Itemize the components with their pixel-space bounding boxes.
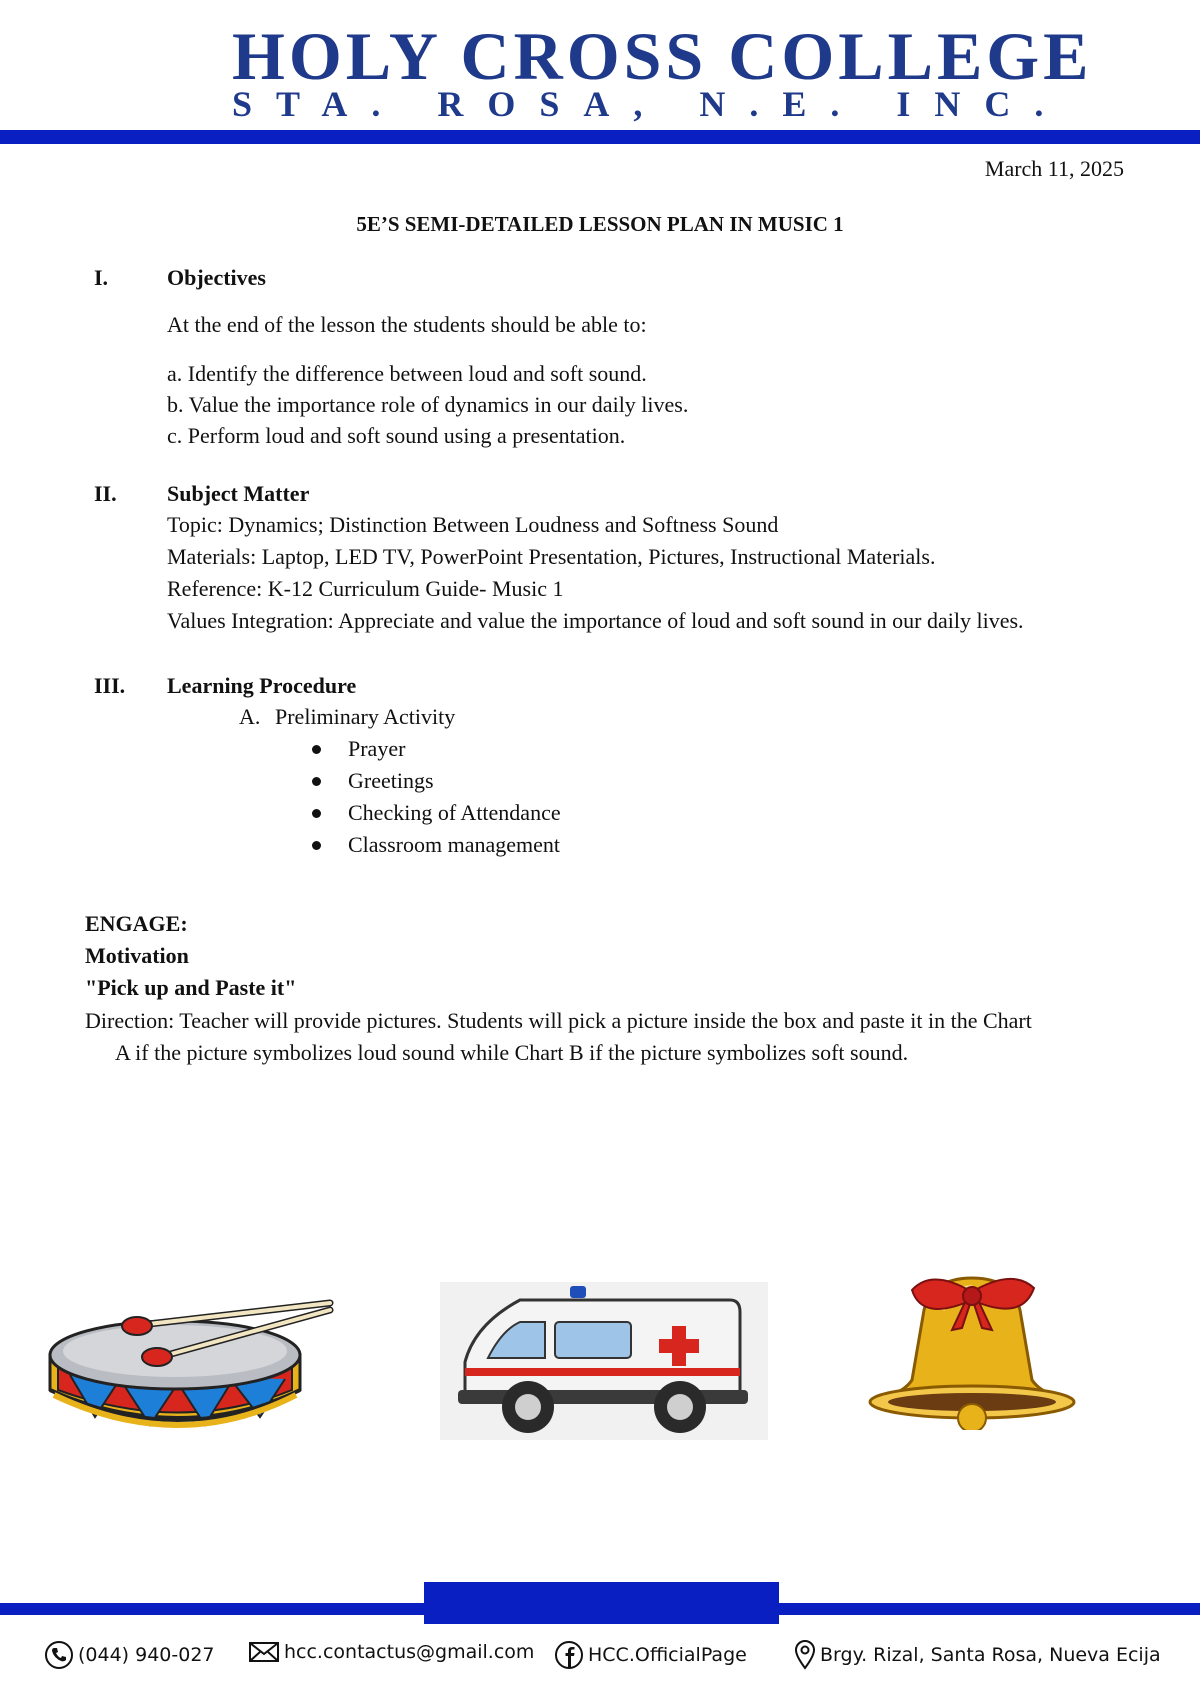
- preliminary-list: [312, 733, 561, 861]
- bell-icon: [862, 1270, 1084, 1430]
- list-item: Classroom management: [312, 829, 561, 861]
- subject-reference: Reference: K-12 Curriculum Guide- Music 1: [167, 576, 564, 601]
- footer-address: [794, 1640, 1161, 1670]
- address-text: Brgy. Rizal, Santa Rosa, Nueva Ecija: [820, 1644, 1161, 1666]
- footer-phone: [44, 1640, 215, 1670]
- subject-matter-list: [167, 509, 1024, 637]
- footer-facebook: [554, 1640, 747, 1670]
- college-subtitle: STA. ROSA, N.E. INC.: [232, 84, 1068, 124]
- header-rule: [0, 130, 1200, 144]
- subject-topic: Topic: Dynamics; Distinction Between Loudness and Softness Sound: [167, 512, 779, 537]
- objective-item: a. Identify the difference between loud and soft sound.: [167, 361, 647, 386]
- facebook-page: HCC.OfficialPage: [588, 1644, 747, 1666]
- objectives-number: I.: [94, 265, 109, 290]
- objective-item: c. Perform loud and soft sound using a presentation.: [167, 423, 626, 448]
- activity-title: "Pick up and Paste it": [85, 975, 297, 1000]
- drum-icon: [40, 1295, 340, 1445]
- location-pin-icon: [794, 1640, 816, 1670]
- phone-icon: [44, 1640, 74, 1670]
- footer-accent-block: [424, 1582, 779, 1624]
- preliminary-heading: Preliminary Activity: [275, 704, 456, 729]
- mail-icon: [248, 1640, 280, 1664]
- direction-line-1: Direction: Teacher will provide pictures. Students will pick a picture inside the box and paste it in the Chart: [85, 1008, 1032, 1033]
- subject-materials: Materials: Laptop, LED TV, PowerPoint Presentation, Pictures, Instructional Materials.: [167, 544, 936, 569]
- facebook-icon: [554, 1640, 584, 1670]
- objectives-intro: At the end of the lesson the students should be able to:: [167, 312, 647, 337]
- preliminary-label: A.: [239, 704, 261, 729]
- college-name: HOLY CROSS COLLEGE: [232, 18, 1093, 94]
- objectives-list: [167, 358, 688, 451]
- document-title: 5E’S SEMI-DETAILED LESSON PLAN IN MUSIC 1: [356, 212, 844, 236]
- ambulance-icon: [440, 1282, 768, 1440]
- objective-item: b. Value the importance role of dynamics in our daily lives.: [167, 392, 689, 417]
- list-item: Prayer: [312, 733, 561, 765]
- procedure-number: III.: [94, 673, 126, 698]
- list-item: Greetings: [312, 765, 561, 797]
- footer-email: [248, 1640, 534, 1664]
- procedure-heading: Learning Procedure: [167, 673, 357, 698]
- document-date: March 11, 2025: [984, 156, 1124, 181]
- email-address: hcc.contactus@gmail.com: [284, 1641, 535, 1663]
- engage-block: [85, 908, 296, 1004]
- engage-label: ENGAGE:: [85, 911, 188, 936]
- motivation-label: Motivation: [85, 943, 189, 968]
- list-item: Checking of Attendance: [312, 797, 561, 829]
- subject-values: Values Integration: Appreciate and value the importance of loud and soft sound in our daily lives.: [167, 608, 1024, 633]
- phone-number: (044) 940-027: [78, 1644, 215, 1666]
- subject-matter-number: II.: [94, 481, 117, 506]
- objectives-heading: Objectives: [167, 265, 266, 290]
- subject-matter-heading: Subject Matter: [167, 481, 310, 506]
- direction-line-2: A if the picture symbolizes loud sound while Chart B if the picture symbolizes soft sound.: [115, 1040, 909, 1065]
- direction-text: [85, 1005, 1145, 1069]
